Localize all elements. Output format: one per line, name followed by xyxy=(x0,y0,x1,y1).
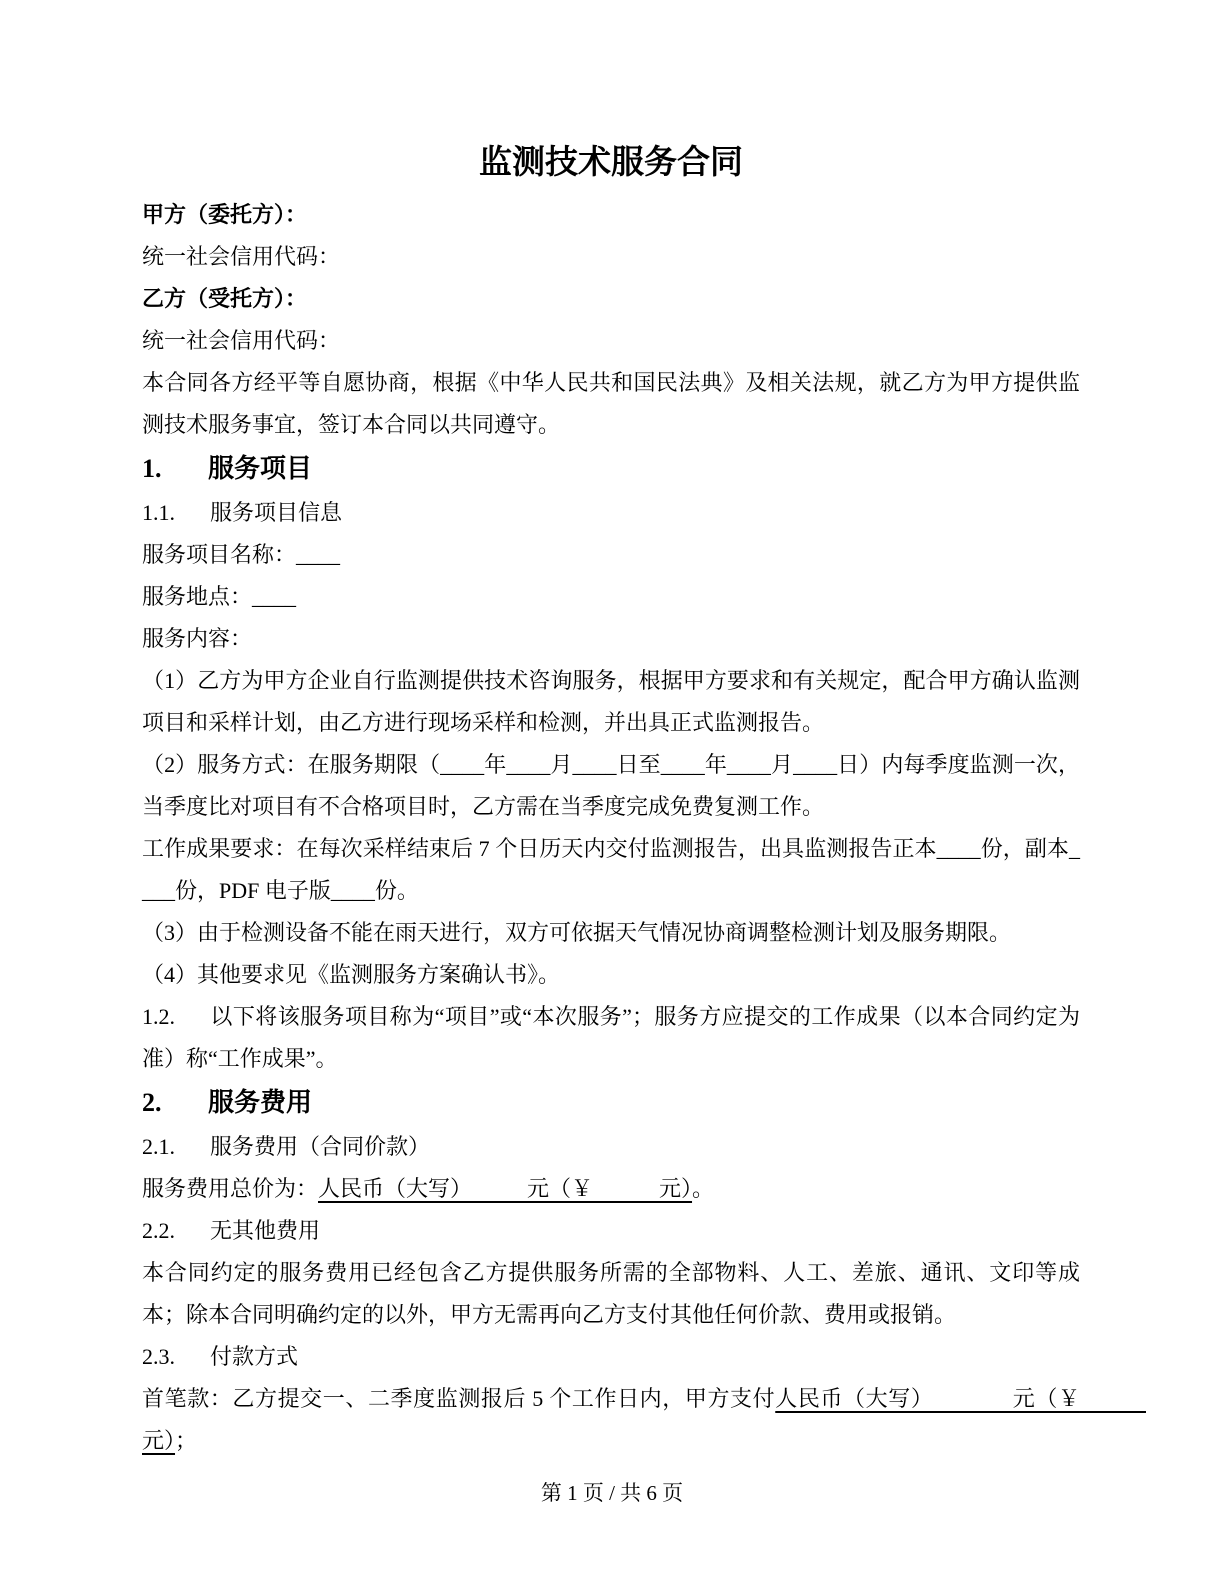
section-2-number: 2. xyxy=(142,1088,162,1117)
section-2-title: 服务费用 xyxy=(208,1088,313,1117)
clause-1-2 xyxy=(142,996,1080,1080)
clause-2-3-text: 付款方式 xyxy=(210,1344,299,1369)
clause-1-1 xyxy=(142,492,1080,534)
service-content-item-4: （4）其他要求见《监测服务方案确认书》。 xyxy=(142,962,561,987)
clause-1-2-number: 1.2. xyxy=(142,1004,175,1029)
service-location-line: 服务地点：____ xyxy=(142,584,297,609)
clause-1-1-number: 1.1. xyxy=(142,500,175,525)
first-payment-suffix: ； xyxy=(175,1428,198,1453)
page-content xyxy=(142,140,1146,1462)
page-title: 监测技术服务合同 xyxy=(479,145,743,181)
clause-2-1 xyxy=(142,1126,1080,1168)
clause-2-3-number: 2.3. xyxy=(142,1344,175,1369)
clause-2-2-number: 2.2. xyxy=(142,1218,175,1243)
clause-2-1-number: 2.1. xyxy=(142,1134,175,1159)
service-content-label: 服务内容： xyxy=(142,626,253,651)
service-content-item-1: （1）乙方为甲方企业自行监测提供技术咨询服务，根据甲方要求和有关规定，配合甲方确认监测项目和采样计划，由乙方进行现场采样和检测，并出具正式监测报告。 xyxy=(142,668,1080,735)
clause-1-2-text: 以下将该服务项目称为“项目”或“本次服务”；服务方应提交的工作成果（以本合同约定为准）称“工作成果”。 xyxy=(142,1004,1080,1071)
service-content-item-2: （2）服务方式：在服务期限（____年____月____日至____年____月____日）内每季度监测一次，当季度比对项目有不合格项目时，乙方需在当季度完成免费复测工作。 xyxy=(142,752,1080,819)
fee-total-prefix: 服务费用总价为： xyxy=(142,1176,319,1201)
party-b-credit-code: 统一社会信用代码： xyxy=(142,328,341,353)
page-footer: 第 1 页 / 共 6 页 xyxy=(540,1481,684,1505)
section-2-heading xyxy=(142,1080,1080,1126)
clause-1-1-text: 服务项目信息 xyxy=(210,500,343,525)
fee-total-suffix: 。 xyxy=(692,1176,715,1201)
preamble: 本合同各方经平等自愿协商，根据《中华人民共和国民法典》及相关法规，就乙方为甲方提供监测技术服务事宜，签订本合同以共同遵守。 xyxy=(142,370,1080,437)
service-content-item-3: （3）由于检测设备不能在雨天进行，双方可依据天气情况协商调整检测计划及服务期限。 xyxy=(142,920,1012,945)
clause-2-2 xyxy=(142,1210,1080,1252)
project-name-line: 服务项目名称：____ xyxy=(142,542,341,567)
no-other-fees-paragraph: 本合同约定的服务费用已经包含乙方提供服务所需的全部物料、人工、差旅、通讯、文印等成本；除本合同明确约定的以外，甲方无需再向乙方支付其他任何价款、费用或报销。 xyxy=(142,1260,1080,1327)
clause-2-1-text: 服务费用（合同价款） xyxy=(210,1134,431,1159)
party-a-label: 甲方（委托方）： xyxy=(142,202,308,227)
clause-2-3 xyxy=(142,1336,1080,1378)
fee-total-amount-blank: 人民币（大写） 元（￥ 元） xyxy=(318,1176,693,1201)
first-payment-prefix: 首笔款：乙方提交一、二季度监测报后 5 个工作日内，甲方支付 xyxy=(142,1386,776,1411)
clause-2-2-text: 无其他费用 xyxy=(210,1218,321,1243)
party-b-label: 乙方（受托方）： xyxy=(142,286,308,311)
party-a-credit-code: 统一社会信用代码： xyxy=(142,244,341,269)
first-payment-line xyxy=(142,1378,1146,1462)
section-1-title: 服务项目 xyxy=(208,454,313,483)
fee-total-line xyxy=(142,1168,1080,1210)
section-1-number: 1. xyxy=(142,454,162,483)
deliverable-requirements: 工作成果要求：在每次采样结束后 7 个日历天内交付监测报告，出具监测报告正本____份，副本____份，PDF 电子版____份。 xyxy=(142,836,1080,903)
section-1-heading xyxy=(142,446,1080,492)
first-payment-amount-blank: 人民币（大写） 元（￥ 元） xyxy=(142,1386,1146,1453)
